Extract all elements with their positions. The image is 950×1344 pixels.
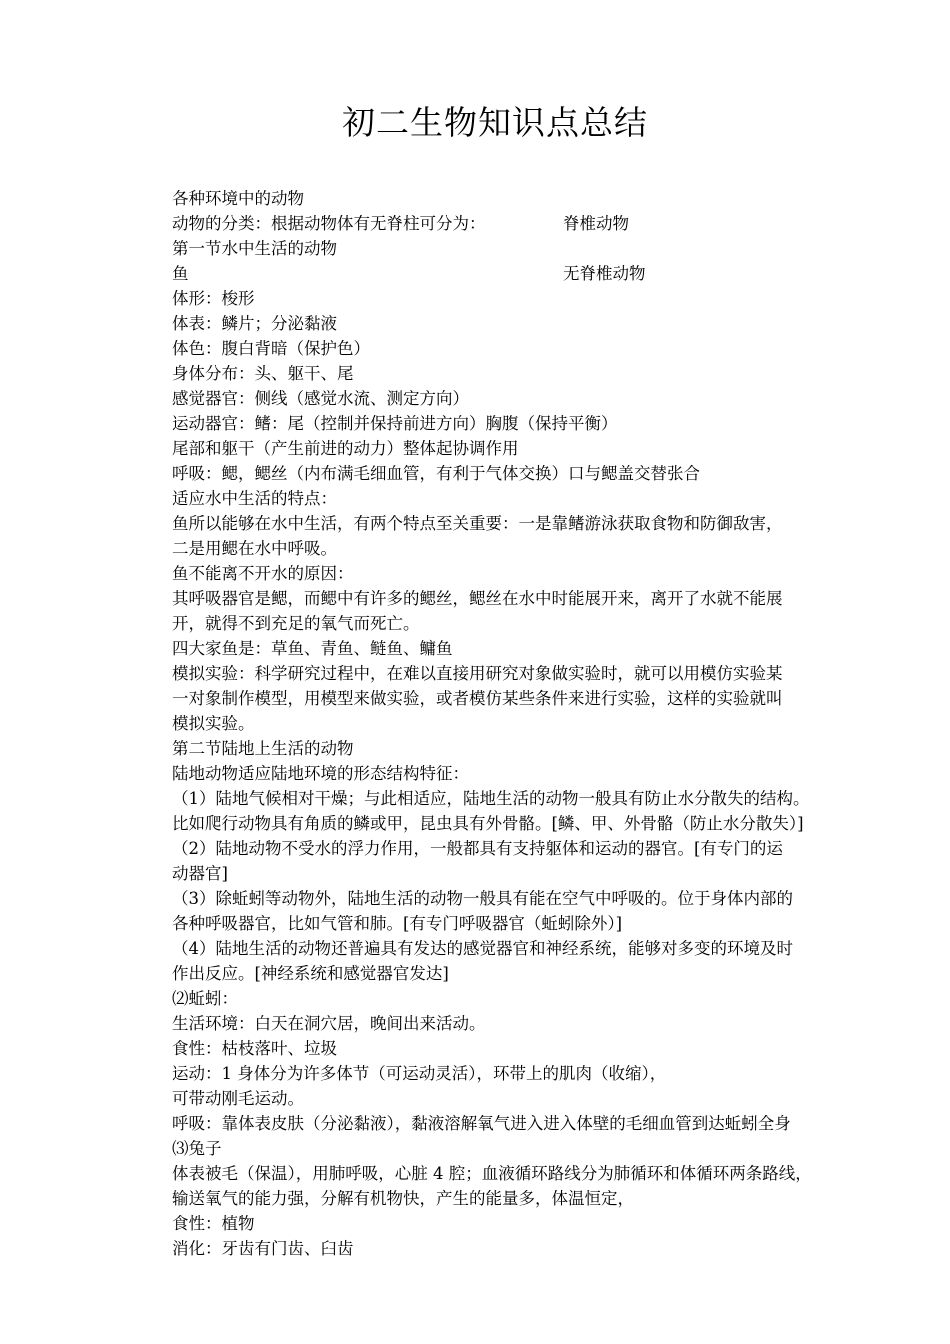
text-line: 生活环境：白天在洞穴居，晚间出来活动。 [172,1014,486,1033]
text-line: 开，就得不到充足的氧气而死亡。 [172,614,420,633]
text-line: 食性：枯枝落叶、垃圾 [172,1039,337,1058]
text-line: 呼吸：鳃，鳃丝（内布满毛细血管，有利于气体交换）口与鳃盖交替张合 [172,464,700,483]
text-line: 模拟实验：科学研究过程中，在难以直接用研究对象做实验时，就可以用模仿实验某 [172,664,783,683]
text-line: 各种呼吸器官，比如气管和肺。[有专门呼吸器官（蚯蚓除外）] [172,914,623,933]
text-line: （1）陆地气候相对干燥；与此相适应，陆地生活的动物一般具有防止水分散失的结构。 [172,789,810,808]
document-body [172,186,892,1261]
text-line: 体表：鳞片；分泌黏液 [172,314,337,333]
text-line: 体形：梭形 [172,289,255,308]
text-line: 体表被毛（保温），用肺呼吸，心脏 4 腔；血液循环路线分为肺循环和体循环两条路线， [172,1164,812,1183]
text-line: 适应水中生活的特点： [172,489,337,508]
text-line: 各种环境中的动物 [172,189,304,208]
text-line: 比如爬行动物具有角质的鳞或甲，昆虫具有外骨骼。[鳞、甲、外骨骼（防止水分散失）] [172,814,804,833]
classification-text: 动物的分类：根据动物体有无脊柱可分为： [172,214,486,233]
text-line: 感觉器官：侧线（感觉水流、测定方向） [172,389,469,408]
text-line: 食性：植物 [172,1214,255,1233]
classification-row [172,211,892,236]
text-line: 运动：1 身体分为许多体节（可运动灵活），环带上的肌肉（收缩）， [172,1064,667,1083]
text-line: 输送氧气的能力强，分解有机物快，产生的能量多，体温恒定， [172,1189,634,1208]
text-line: ⑵蚯蚓： [172,989,238,1008]
text-line: 消化：牙齿有门齿、臼齿 [172,1239,354,1258]
text-line: 一对象制作模型，用模型来做实验，或者模仿某些条件来进行实验，这样的实验就叫 [172,689,783,708]
text-line: 作出反应。[神经系统和感觉器官发达] [172,964,449,983]
text-lines [172,286,892,1261]
text-line: ⑶兔子 [172,1139,222,1158]
text-line: 陆地动物适应陆地环境的形态结构特征： [172,764,469,783]
document-title: 初二生物知识点总结 [342,103,648,142]
text-line: 呼吸：靠体表皮肤（分泌黏液），黏液溶解氧气进入进入体壁的毛细血管到达蚯蚓全身 [172,1114,791,1133]
vertebrate-label: 脊椎动物 [563,214,629,233]
section-heading: 第一节水中生活的动物 [172,239,337,258]
text-line: 模拟实验。 [172,714,255,733]
fish-label: 鱼 [172,264,189,283]
text-line: 鱼不能离不开水的原因： [172,564,354,583]
text-line: （2）陆地动物不受水的浮力作用，一般都具有支持躯体和运动的器官。[有专门的运 [172,839,783,858]
text-line: 可带动刚毛运动。 [172,1089,304,1108]
text-line: 第二节陆地上生活的动物 [172,739,354,758]
text-line: （3）除蚯蚓等动物外，陆地生活的动物一般具有能在空气中呼吸的。位于身体内部的 [172,889,793,908]
text-line: （4）陆地生活的动物还普遍具有发达的感觉器官和神经系统，能够对多变的环境及时 [172,939,793,958]
text-line: 身体分布：头、躯干、尾 [172,364,354,383]
text-line: 二是用鳃在水中呼吸。 [172,539,337,558]
text-line: 四大家鱼是：草鱼、青鱼、鲢鱼、鳙鱼 [172,639,453,658]
invertebrate-label: 无脊椎动物 [563,264,646,283]
text-line: 体色：腹白背暗（保护色） [172,339,370,358]
fish-row [172,261,892,286]
text-line: 尾部和躯干（产生前进的动力）整体起协调作用 [172,439,519,458]
text-line: 运动器官：鳍：尾（控制并保持前进方向）胸腹（保持平衡） [172,414,618,433]
text-line: 其呼吸器官是鳃，而鳃中有许多的鳃丝，鳃丝在水中时能展开来，离开了水就不能展 [172,589,783,608]
text-line: 动器官] [172,864,228,883]
text-line: 鱼所以能够在水中生活，有两个特点至关重要：一是靠鳍游泳获取食物和防御敌害， [172,514,783,533]
